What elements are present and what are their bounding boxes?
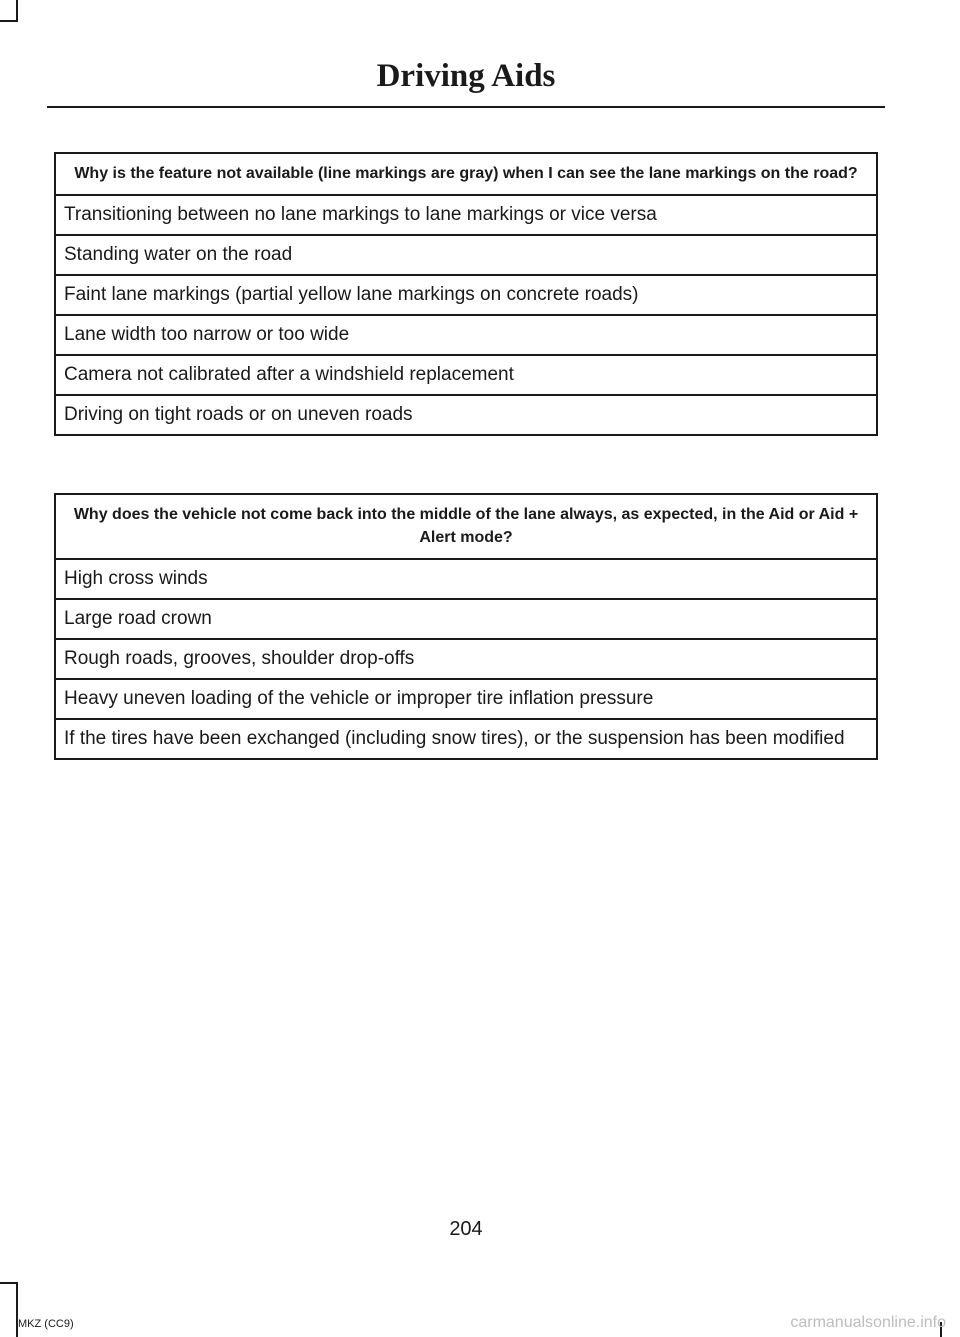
table-cell: Camera not calibrated after a windshield replacement — [55, 355, 877, 395]
table-row — [55, 639, 877, 679]
title-divider — [47, 106, 885, 108]
crop-mark — [16, 0, 18, 22]
table-cell: Rough roads, grooves, shoulder drop-offs — [55, 639, 877, 679]
faq-table-lane-centering — [54, 493, 878, 760]
table-row — [55, 679, 877, 719]
table-cell: Lane width too narrow or too wide — [55, 315, 877, 355]
table-cell: Faint lane markings (partial yellow lane markings on concrete roads) — [55, 275, 877, 315]
table-cell: High cross winds — [55, 559, 877, 599]
crop-mark — [0, 1282, 18, 1284]
table-row — [55, 719, 877, 759]
page-number: 204 — [449, 1218, 483, 1240]
table-cell: Heavy uneven loading of the vehicle or improper tire inflation pressure — [55, 679, 877, 719]
table-header-row — [55, 153, 877, 195]
table-row — [55, 275, 877, 315]
table-cell: If the tires have been exchanged (including snow tires), or the suspension has been modified — [55, 719, 877, 759]
table-question: Why does the vehicle not come back into the middle of the lane always, as expected, in the Aid or Aid + Alert mode? — [55, 494, 877, 559]
table-cell: Transitioning between no lane markings to lane markings or vice versa — [55, 195, 877, 235]
crop-mark — [0, 20, 18, 22]
table-row — [55, 315, 877, 355]
table-row — [55, 355, 877, 395]
table-cell: Large road crown — [55, 599, 877, 639]
watermark-text: carmanualsonline.info — [790, 1314, 946, 1331]
table-row — [55, 195, 877, 235]
table-row — [55, 559, 877, 599]
table-cell: Driving on tight roads or on uneven roads — [55, 395, 877, 435]
table-question: Why is the feature not available (line markings are gray) when I can see the lane markings on the road? — [55, 153, 877, 195]
table-row — [55, 395, 877, 435]
table-row — [55, 599, 877, 639]
faq-table-lane-markings — [54, 152, 878, 436]
table-cell: Standing water on the road — [55, 235, 877, 275]
table-header-row — [55, 494, 877, 559]
model-code: MKZ (CC9) — [18, 1318, 74, 1330]
table-row — [55, 235, 877, 275]
page-title: Driving Aids — [376, 58, 556, 94]
